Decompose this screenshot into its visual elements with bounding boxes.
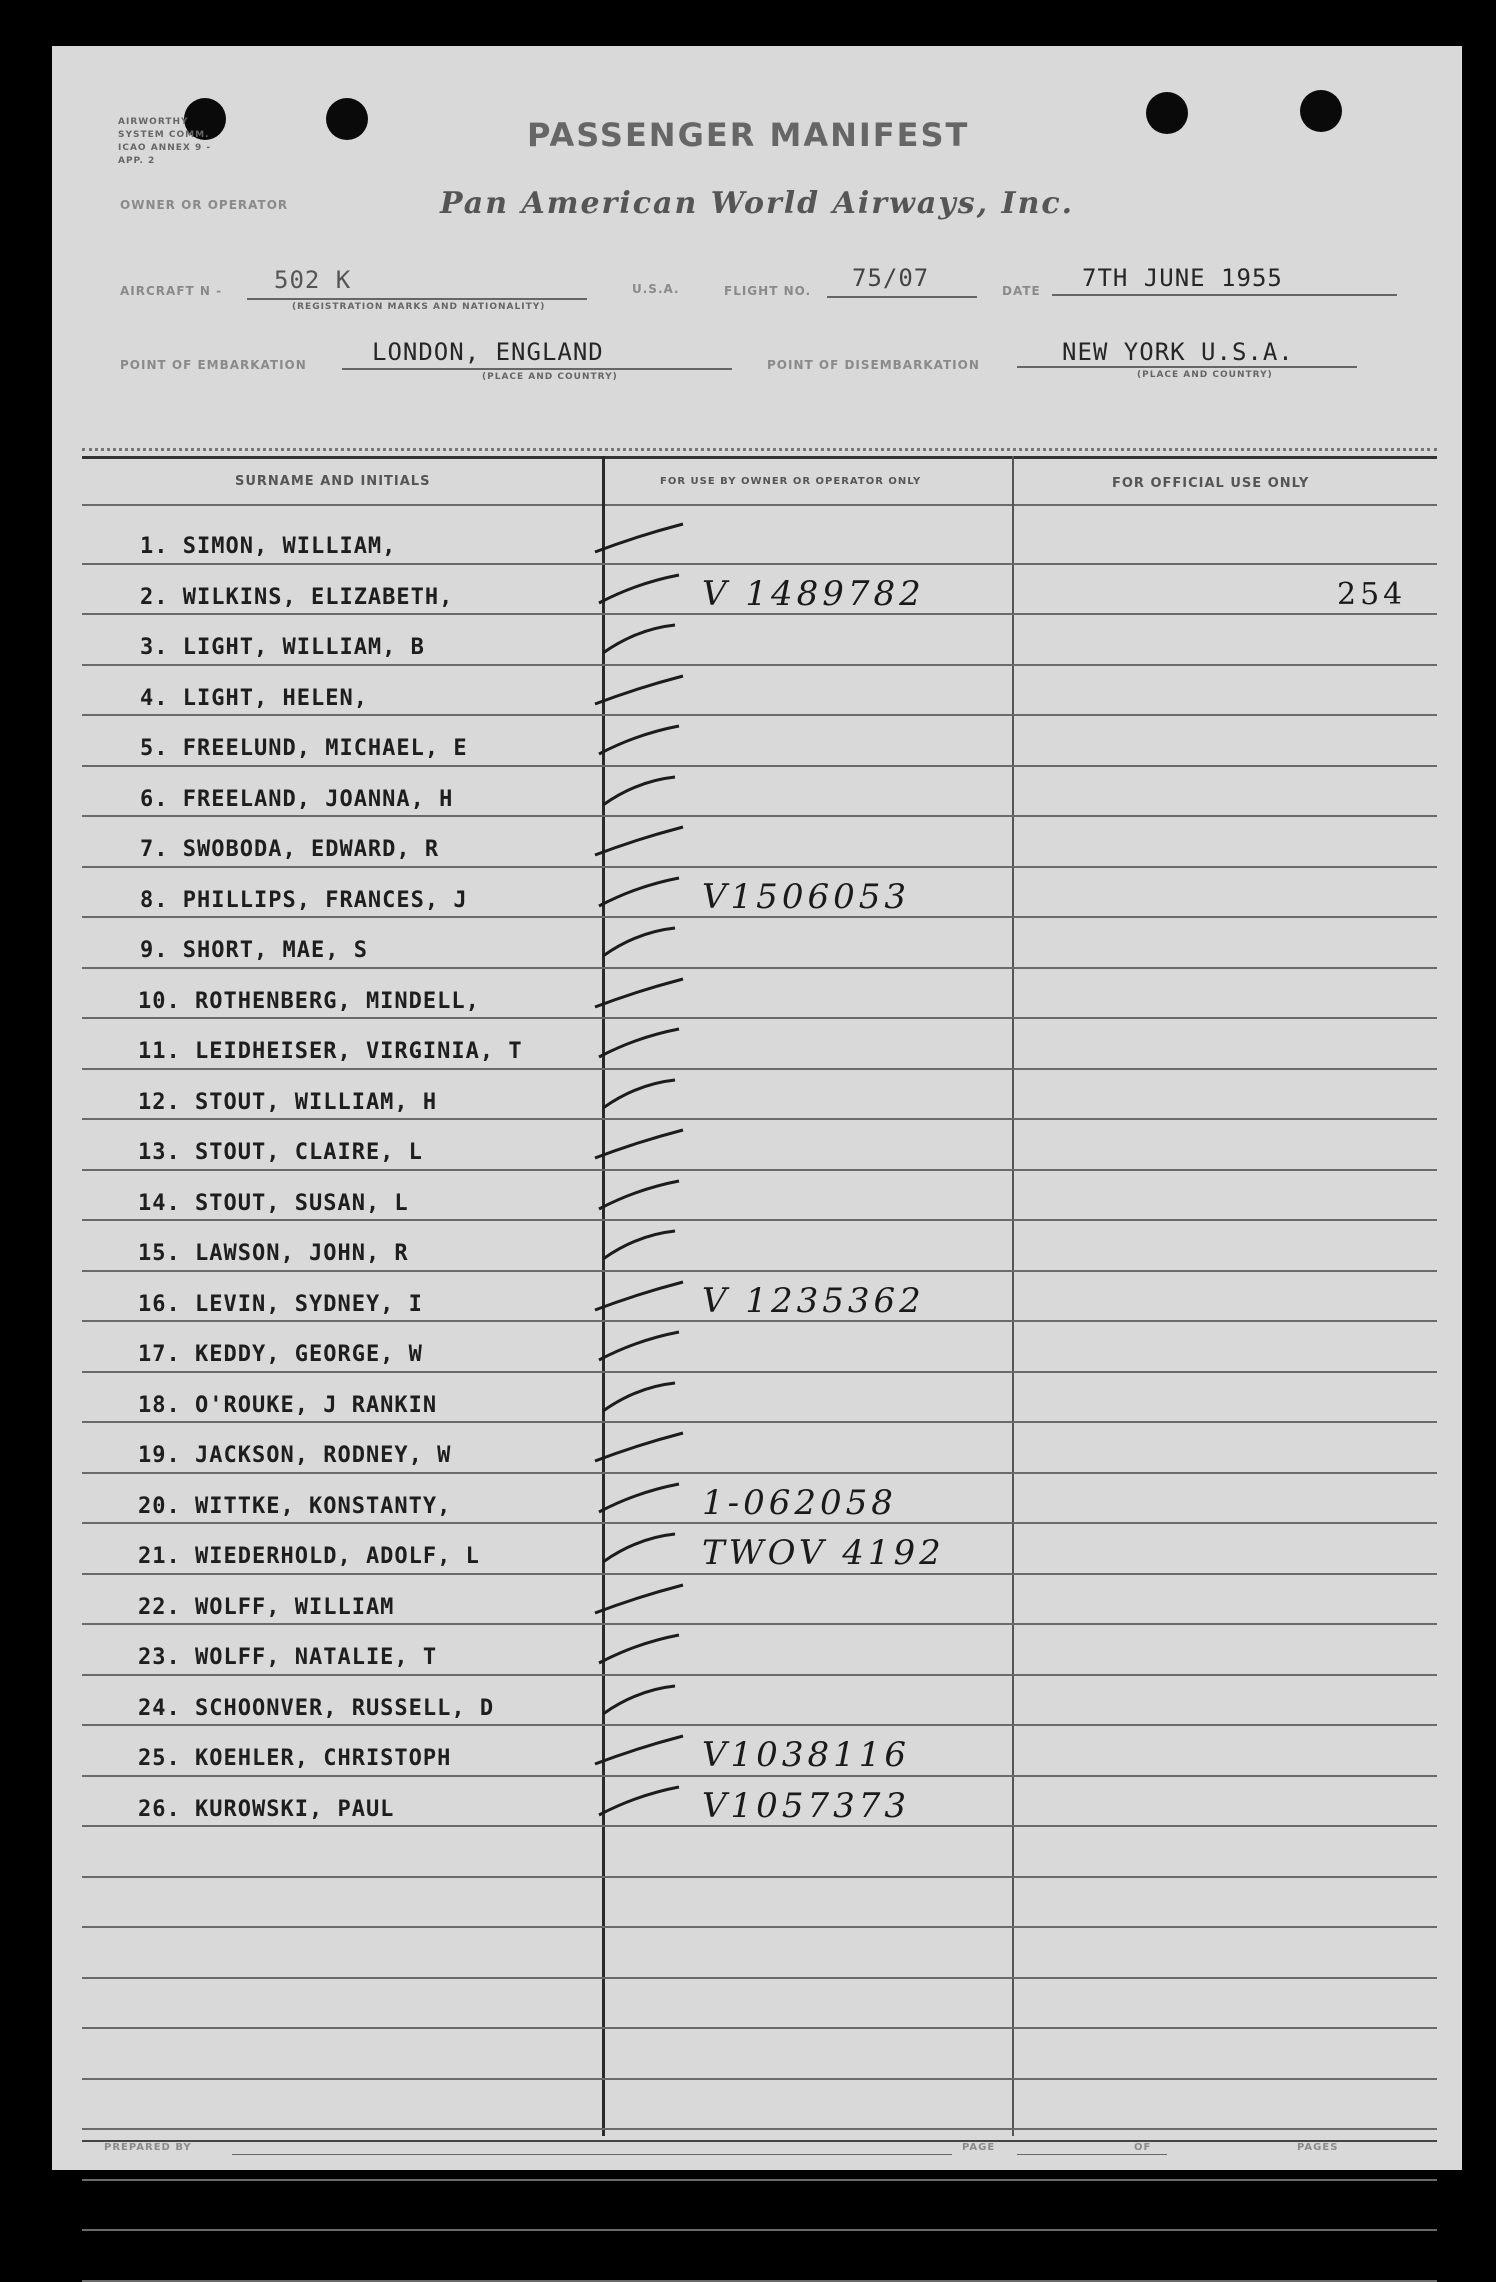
passenger-name: O'ROUKE, J RANKIN xyxy=(195,1393,438,1418)
passenger-entry xyxy=(140,837,439,862)
punch-hole xyxy=(1300,90,1342,132)
passenger-name: SCHOONVER, RUSSELL, D xyxy=(195,1696,495,1721)
row-number: 14. xyxy=(138,1191,181,1216)
row-number: 21. xyxy=(138,1544,181,1569)
passenger-row xyxy=(82,1623,1437,1674)
passenger-name: LEVIN, SYDNEY, I xyxy=(195,1292,423,1317)
row-rule xyxy=(82,2229,1437,2231)
row-number: 15. xyxy=(138,1241,181,1266)
of-label: OF xyxy=(1134,2142,1152,2153)
operator-note: V 1235362 xyxy=(702,1281,925,1321)
passenger-name: STOUT, CLAIRE, L xyxy=(195,1140,423,1165)
row-number: 17. xyxy=(138,1342,181,1367)
passenger-row xyxy=(82,1068,1437,1119)
passenger-row xyxy=(82,1017,1437,1068)
row-number: 6. xyxy=(140,787,169,812)
passenger-name: STOUT, SUSAN, L xyxy=(195,1191,409,1216)
passenger-entry xyxy=(138,1342,423,1367)
check-mark-icon xyxy=(587,1528,697,1568)
passenger-entry xyxy=(138,1443,451,1468)
owner-value: Pan American World Airways, Inc. xyxy=(440,186,1075,221)
passenger-entry xyxy=(138,1746,451,1771)
page-label: PAGE xyxy=(962,2142,996,2153)
check-mark-icon xyxy=(587,518,697,558)
passenger-name: JACKSON, RODNEY, W xyxy=(195,1443,452,1468)
row-number: 5. xyxy=(140,736,169,761)
check-mark-icon xyxy=(587,670,697,710)
row-number: 10. xyxy=(138,989,181,1014)
passenger-row xyxy=(82,664,1437,715)
check-mark-icon xyxy=(587,1377,697,1417)
row-number: 1. xyxy=(140,534,169,559)
prepared-by-label: PREPARED BY xyxy=(104,2142,192,2153)
passenger-entry xyxy=(138,1241,409,1266)
passenger-entry xyxy=(138,1393,437,1418)
row-number: 26. xyxy=(138,1797,181,1822)
owner-label: OWNER OR OPERATOR xyxy=(120,198,289,212)
passenger-entry xyxy=(138,989,480,1014)
check-mark-icon xyxy=(587,973,697,1013)
embark-label: POINT OF EMBARKATION xyxy=(120,358,307,372)
passenger-name: LEIDHEISER, VIRGINIA, T xyxy=(195,1039,523,1064)
passenger-name: PHILLIPS, FRANCES, J xyxy=(182,888,468,913)
row-number: 2. xyxy=(140,585,169,610)
passenger-entry xyxy=(140,787,453,812)
check-mark-icon xyxy=(587,1730,697,1770)
row-number: 7. xyxy=(140,837,169,862)
operator-note: 1-062058 xyxy=(702,1483,897,1523)
operator-note: V 1489782 xyxy=(702,574,925,614)
row-rule xyxy=(82,2078,1437,2080)
passenger-name: STOUT, WILLIAM, H xyxy=(195,1090,438,1115)
pages-label: PAGES xyxy=(1297,2142,1339,2153)
check-mark-icon xyxy=(587,720,697,760)
aircraft-value: 502 K xyxy=(274,266,352,294)
row-rule xyxy=(82,2179,1437,2181)
passenger-row xyxy=(82,1371,1437,1422)
aircraft-sub: (REGISTRATION MARKS AND NATIONALITY) xyxy=(292,302,546,312)
row-number: 8. xyxy=(140,888,169,913)
passenger-row xyxy=(82,1270,1437,1321)
passenger-row xyxy=(82,1724,1437,1775)
passenger-entry xyxy=(138,1494,451,1519)
operator-note: V1038116 xyxy=(702,1735,910,1775)
passenger-name: FREELAND, JOANNA, H xyxy=(182,787,454,812)
row-rule xyxy=(82,1977,1437,1979)
passenger-name: SHORT, MAE, S xyxy=(182,938,368,963)
row-number: 24. xyxy=(138,1696,181,1721)
embark-value: LONDON, ENGLAND xyxy=(372,338,604,366)
disembark-label: POINT OF DISEMBARKATION xyxy=(767,358,980,372)
date-label: DATE xyxy=(1002,284,1041,298)
passenger-entry xyxy=(138,1645,437,1670)
passenger-entry xyxy=(138,1140,423,1165)
passenger-entry xyxy=(138,1090,437,1115)
passenger-name: KUROWSKI, PAUL xyxy=(195,1797,395,1822)
passenger-entry xyxy=(138,1191,409,1216)
passenger-row xyxy=(82,1118,1437,1169)
passenger-row xyxy=(82,1674,1437,1725)
col-operator: FOR USE BY OWNER OR OPERATOR ONLY xyxy=(660,476,922,487)
row-number: 22. xyxy=(138,1595,181,1620)
row-number: 9. xyxy=(140,938,169,963)
check-mark-icon xyxy=(587,872,697,912)
check-mark-icon xyxy=(587,1175,697,1215)
passenger-row xyxy=(82,765,1437,816)
col-official: FOR OFFICIAL USE ONLY xyxy=(1112,476,1310,491)
passenger-name: SIMON, WILLIAM, xyxy=(182,534,397,559)
row-number: 16. xyxy=(138,1292,181,1317)
page-title: PASSENGER MANIFEST xyxy=(527,116,970,154)
row-rule xyxy=(82,2027,1437,2029)
operator-note: TWOV 4192 xyxy=(702,1533,945,1573)
row-number: 20. xyxy=(138,1494,181,1519)
flight-value: 75/07 xyxy=(852,264,930,292)
date-value: 7TH JUNE 1955 xyxy=(1082,264,1283,292)
passenger-row xyxy=(82,1169,1437,1220)
check-mark-icon xyxy=(587,1629,697,1669)
passenger-name: KOEHLER, CHRISTOPH xyxy=(195,1746,452,1771)
official-note: 254 xyxy=(1337,577,1407,612)
authority-note: AIRWORTHY SYSTEM COMM. ICAO ANNEX 9 - APP. 2 xyxy=(118,117,212,166)
check-mark-icon xyxy=(587,1579,697,1619)
passenger-name: WOLFF, NATALIE, T xyxy=(195,1645,438,1670)
check-mark-icon xyxy=(587,1427,697,1467)
passenger-row xyxy=(82,1573,1437,1624)
passenger-row xyxy=(82,563,1437,614)
row-number: 25. xyxy=(138,1746,181,1771)
embark-sub: (PLACE AND COUNTRY) xyxy=(482,372,618,382)
passenger-row xyxy=(82,512,1437,563)
row-number: 19. xyxy=(138,1443,181,1468)
check-mark-icon xyxy=(587,1074,697,1114)
operator-note: V1057373 xyxy=(702,1786,910,1826)
passenger-name: WITTKE, KONSTANTY, xyxy=(195,1494,452,1519)
passenger-name: WOLFF, WILLIAM xyxy=(195,1595,395,1620)
check-mark-icon xyxy=(587,821,697,861)
passenger-entry xyxy=(140,888,468,913)
check-mark-icon xyxy=(587,1023,697,1063)
check-mark-icon xyxy=(587,619,697,659)
check-mark-icon xyxy=(587,1781,697,1821)
passenger-entry xyxy=(138,1797,394,1822)
passenger-row xyxy=(82,967,1437,1018)
check-mark-icon xyxy=(587,1225,697,1265)
passenger-entry xyxy=(138,1696,494,1721)
aircraft-label: AIRCRAFT N - xyxy=(120,284,223,298)
passenger-row xyxy=(82,1522,1437,1573)
passenger-row xyxy=(82,815,1437,866)
flight-label: FLIGHT NO. xyxy=(724,284,812,298)
punch-hole xyxy=(1146,92,1188,134)
passenger-row xyxy=(82,1219,1437,1270)
passenger-row xyxy=(82,866,1437,917)
manifest-sheet xyxy=(52,46,1462,2170)
passenger-row xyxy=(82,714,1437,765)
passenger-entry xyxy=(138,1595,394,1620)
row-number: 13. xyxy=(138,1140,181,1165)
check-mark-icon xyxy=(587,1478,697,1518)
check-mark-icon xyxy=(587,1124,697,1164)
row-rule xyxy=(82,1876,1437,1878)
passenger-row xyxy=(82,613,1437,664)
passenger-name: LIGHT, HELEN, xyxy=(182,686,368,711)
passenger-name: KEDDY, GEORGE, W xyxy=(195,1342,423,1367)
passenger-row xyxy=(82,1775,1437,1826)
check-mark-icon xyxy=(587,922,697,962)
row-number: 18. xyxy=(138,1393,181,1418)
passenger-entry xyxy=(138,1039,523,1064)
check-mark-icon xyxy=(587,569,697,609)
check-mark-icon xyxy=(587,771,697,811)
passenger-row xyxy=(82,1320,1437,1371)
row-number: 4. xyxy=(140,686,169,711)
operator-note: V1506053 xyxy=(702,877,910,917)
passenger-name: WIEDERHOLD, ADOLF, L xyxy=(195,1544,480,1569)
passenger-row xyxy=(82,916,1437,967)
passenger-row xyxy=(82,1472,1437,1523)
row-rule xyxy=(82,2128,1437,2130)
punch-hole xyxy=(326,98,368,140)
check-mark-icon xyxy=(587,1680,697,1720)
passenger-entry xyxy=(140,686,368,711)
passenger-row xyxy=(82,1421,1437,1472)
passenger-entry xyxy=(140,635,425,660)
passenger-entry xyxy=(138,1544,480,1569)
row-number: 3. xyxy=(140,635,169,660)
row-number: 11. xyxy=(138,1039,181,1064)
passenger-name: LAWSON, JOHN, R xyxy=(195,1241,409,1266)
passenger-entry xyxy=(140,736,468,761)
passenger-entry xyxy=(140,585,453,610)
nationality: U.S.A. xyxy=(632,282,680,296)
passenger-name: LIGHT, WILLIAM, B xyxy=(182,635,425,660)
row-number: 23. xyxy=(138,1645,181,1670)
passenger-name: ROTHENBERG, MINDELL, xyxy=(195,989,480,1014)
row-rule xyxy=(82,1926,1437,1928)
passenger-name: WILKINS, ELIZABETH, xyxy=(182,585,454,610)
col-surname: SURNAME AND INITIALS xyxy=(235,474,431,489)
passenger-name: FREELUND, MICHAEL, E xyxy=(182,736,468,761)
check-mark-icon xyxy=(587,1326,697,1366)
passenger-entry xyxy=(140,938,368,963)
disembark-value: NEW YORK U.S.A. xyxy=(1062,338,1294,366)
passenger-entry xyxy=(140,534,396,559)
row-number: 12. xyxy=(138,1090,181,1115)
check-mark-icon xyxy=(587,1276,697,1316)
disembark-sub: (PLACE AND COUNTRY) xyxy=(1137,370,1273,380)
passenger-name: SWOBODA, EDWARD, R xyxy=(182,837,440,862)
passenger-entry xyxy=(138,1292,423,1317)
